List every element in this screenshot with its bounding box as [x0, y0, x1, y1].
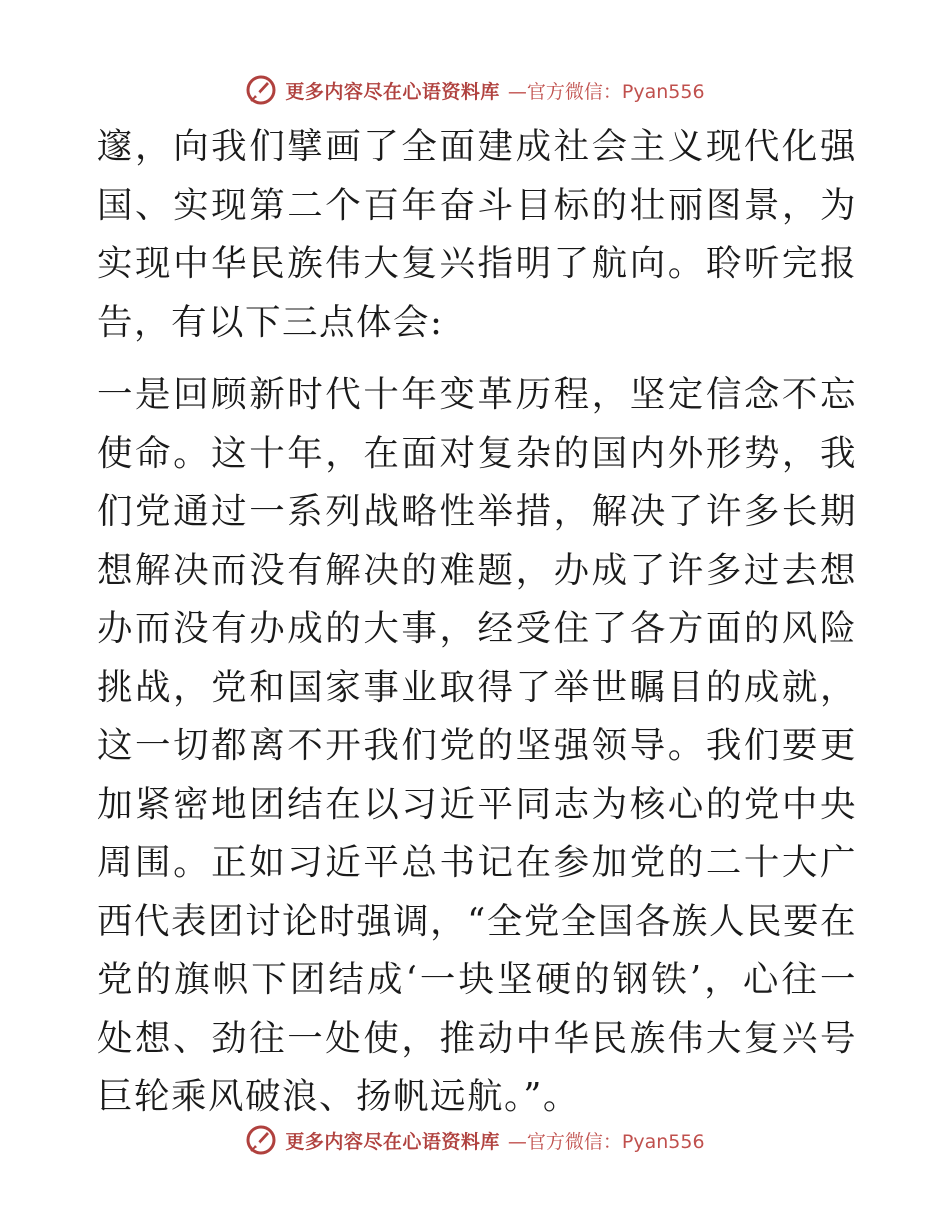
paragraph-point-one: 一是回顾新时代十年变革历程，坚定信念不忘使命。这十年，在面对复杂的国内外形势，我们党通过一系列战略性举措，解决了许多长期想解决而没有解决的难题，办成了许多过去想办而没有办成的大事，经受住了各方面的风险挑战，党和国家事业取得了举世瞩目的成就，这一切都离不开我们党的坚强领导。我们要更加紧密地团结在以习近平同志为核心的党中央周围。正如习近平总书记在参加党的二十大广西代表团讨论时强调，“全党全国各族人民要在党的旗帜下团结成‘一块坚硬的钢铁’，心往一处想、劲往一处使，推动中华民族伟大复兴号巨轮乘风破浪、扬帆远航。”。	[97, 374, 857, 1117]
banner-contact-text: —官方微信：Pyan556	[507, 1130, 705, 1153]
paragraph-intro: 邃，向我们擘画了全面建成社会主义现代化强国、实现第二个百年奋斗目标的壮丽图景，为实现中华民族伟大复兴指明了航向。聆听完报告，有以下三点体会:	[97, 126, 857, 343]
banner-brand-text: 更多内容尽在心语资料库	[285, 1130, 500, 1153]
footer-banner	[0, 1120, 950, 1160]
quill-logo-icon	[245, 1124, 277, 1156]
document-body	[97, 118, 857, 1127]
header-banner	[0, 70, 950, 110]
banner-brand-text: 更多内容尽在心语资料库	[285, 80, 500, 103]
quill-logo-icon	[245, 74, 277, 106]
banner-contact-text: —官方微信：Pyan556	[507, 80, 705, 103]
